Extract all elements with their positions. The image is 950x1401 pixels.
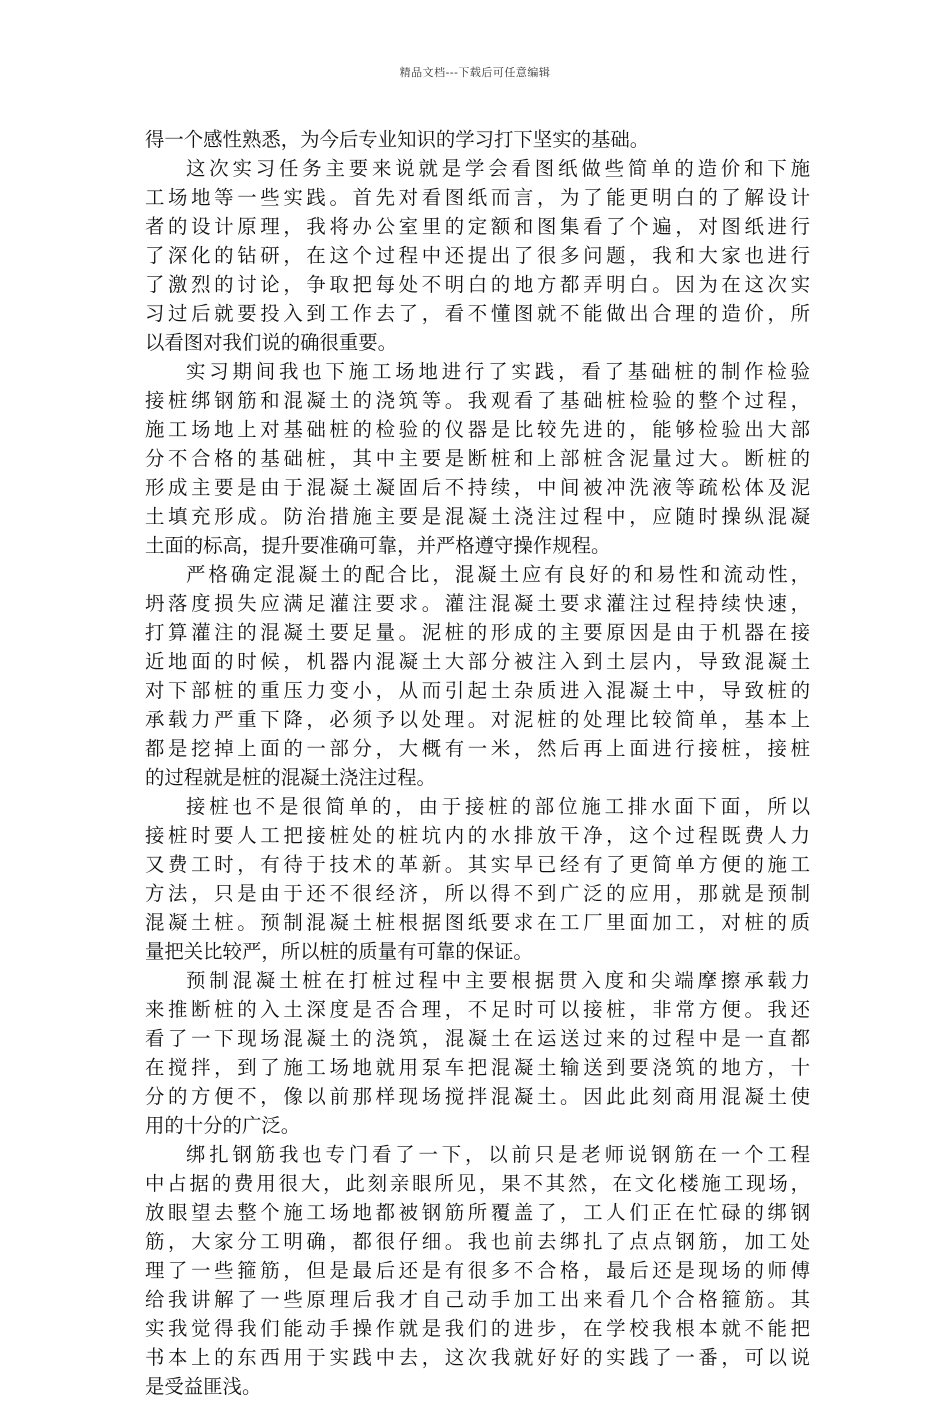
text-line: 理了一些箍筋，但是最后还是有很多不合格，最后还是现场的师傅 [145, 1259, 810, 1282]
paragraph [145, 357, 810, 560]
text-line: 者的设计原理，我将办公室里的定额和图集看了个遍，对图纸进行 [145, 215, 810, 238]
text-line: 严格确定混凝土的配合比，混凝土应有良好的和易性和流动性， [186, 563, 810, 586]
document-body [145, 125, 810, 1401]
text-line: 坍落度损失应满足灌注要求。灌注混凝土要求灌注过程持续快速， [145, 592, 810, 615]
text-line: 得一个感性熟悉，为今后专业知识的学习打下坚实的基础。 [145, 128, 650, 151]
text-line: 接桩绑钢筋和混凝土的浇筑等。我观看了基础桩检验的整个过程， [145, 389, 810, 412]
text-line: 预制混凝土桩在打桩过程中主要根据贯入度和尖端摩擦承载力 [186, 969, 810, 992]
text-line: 了激烈的讨论，争取把每处不明白的地方都弄明白。因为在这次实 [145, 273, 810, 296]
paragraph [145, 966, 810, 1140]
text-line: 土面的标高，提升要准确可靠，并严格遵守操作规程。 [145, 534, 611, 557]
text-line: 实我觉得我们能动手操作就是我们的进步，在学校我根本就不能把 [145, 1317, 810, 1340]
text-line: 混凝土桩。预制混凝土桩根据图纸要求在工厂里面加工，对桩的质 [145, 911, 810, 934]
text-line: 看了一下现场混凝土的浇筑，混凝土在运送过来的过程中是一直都 [145, 1027, 810, 1050]
text-line: 土填充形成。防治措施主要是混凝土浇注过程中，应随时操纵混凝 [145, 505, 810, 528]
text-line: 了深化的钻研，在这个过程中还提出了很多问题，我和大家也进行 [145, 244, 810, 267]
text-line: 实习期间我也下施工场地进行了实践，看了基础桩的制作检验 [186, 360, 810, 383]
text-line: 接桩时要人工把接桩处的桩坑内的水排放干净，这个过程既费人力 [145, 824, 810, 847]
text-line: 来推断桩的入土深度是否合理，不足时可以接桩，非常方便。我还 [145, 998, 810, 1021]
page-header: 精品文档---下载后可任意编辑 [399, 66, 551, 79]
text-line: 中占据的费用很大，此刻亲眼所见，果不其然，在文化楼施工现场， [145, 1172, 810, 1195]
text-line: 习过后就要投入到工作去了，看不懂图就不能做出合理的造价，所 [145, 302, 810, 325]
text-line: 以看图对我们说的确很重要。 [145, 331, 398, 354]
text-line: 近地面的时候，机器内混凝土大部分被注入到土层内，导致混凝土 [145, 650, 810, 673]
text-line: 在搅拌，到了施工场地就用泵车把混凝土输送到要浇筑的地方，十 [145, 1056, 810, 1079]
text-line: 施工场地上对基础桩的检验的仪器是比较先进的，能够检验出大部 [145, 418, 810, 441]
paragraph [145, 154, 810, 357]
text-line: 给我讲解了一些原理后我才自己动手加工出来看几个合格箍筋。其 [145, 1288, 810, 1311]
paragraph [145, 560, 810, 792]
paragraph [145, 1140, 810, 1401]
text-line: 都是挖掉上面的一部分，大概有一米，然后再上面进行接桩，接桩 [145, 737, 810, 760]
text-line: 打算灌注的混凝土要足量。泥桩的形成的主要原因是由于机器在接 [145, 621, 810, 644]
text-line: 量把关比较严，所以桩的质量有可靠的保证。 [145, 940, 533, 963]
paragraph [145, 792, 810, 966]
text-line: 工场地等一些实践。首先对看图纸而言，为了能更明白的了解设计 [145, 186, 810, 209]
text-line: 接桩也不是很简单的，由于接桩的部位施工排水面下面，所以 [186, 795, 810, 818]
text-line: 分不合格的基础桩，其中主要是断桩和上部桩含泥量过大。断桩的 [145, 447, 810, 470]
text-line: 承载力严重下降，必须予以处理。对泥桩的处理比较简单，基本上 [145, 708, 810, 731]
text-line: 筋，大家分工明确，都很仔细。我也前去绑扎了点点钢筋，加工处 [145, 1230, 810, 1253]
text-line: 这次实习任务主要来说就是学会看图纸做些简单的造价和下施 [186, 157, 810, 180]
text-line: 形成主要是由于混凝土凝固后不持续，中间被冲洗液等疏松体及泥 [145, 476, 810, 499]
text-line: 是受益匪浅。 [145, 1375, 262, 1398]
paragraph [145, 125, 810, 154]
text-line: 绑扎钢筋我也专门看了一下，以前只是老师说钢筋在一个工程 [186, 1143, 810, 1166]
text-line: 的过程就是桩的混凝土浇注过程。 [145, 766, 436, 789]
text-line: 又费工时，有待于技术的革新。其实早已经有了更简单方便的施工 [145, 853, 810, 876]
text-line: 用的十分的广泛。 [145, 1114, 301, 1137]
text-line: 方法，只是由于还不很经济，所以得不到广泛的应用，那就是预制 [145, 882, 810, 905]
text-line: 放眼望去整个施工场地都被钢筋所覆盖了，工人们正在忙碌的绑钢 [145, 1201, 810, 1224]
text-line: 书本上的东西用于实践中去，这次我就好好的实践了一番，可以说 [145, 1346, 810, 1369]
text-line: 分的方便不，像以前那样现场搅拌混凝土。因此此刻商用混凝土使 [145, 1085, 810, 1108]
text-line: 对下部桩的重压力变小，从而引起土杂质进入混凝土中，导致桩的 [145, 679, 810, 702]
